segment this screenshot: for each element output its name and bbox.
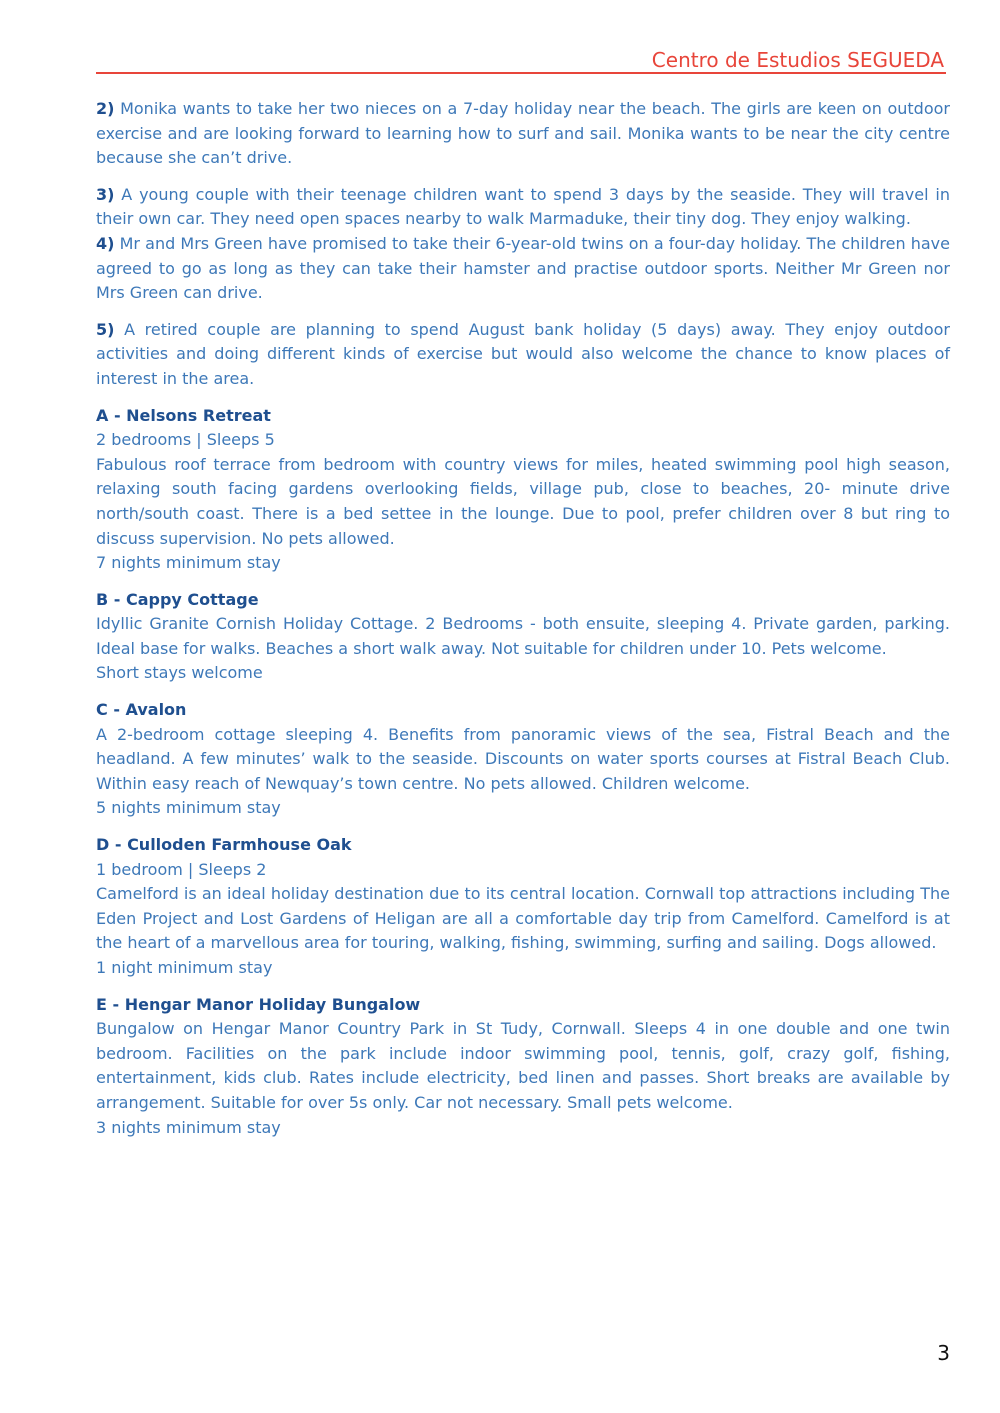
page-content (96, 97, 950, 1140)
listing-stay: 1 night minimum stay (96, 958, 273, 977)
listing-stay: 3 nights minimum stay (96, 1117, 281, 1137)
client-item (96, 97, 950, 171)
listing-description: A 2-bedroom cottage sleeping 4. Benefits from panoramic views of the sea, Fistral Beach and the headland. A few minutes’ walk to the seaside. Discounts on water sports courses at Fistral Beach Club. Within easy reach of Newquay’s town centre. No pets allowed. Children welcome. (96, 724, 950, 793)
client-number: 2) (96, 99, 115, 118)
listing-description: Fabulous roof terrace from bedroom with country views for miles, heated swimming pool high season, relaxing south facing gardens overlooking fields, village pub, close to beaches, 20- minute drive north/south coast. There is a bed settee in the lounge. Due to pool, prefer children over 8 but ring to discuss supervision. No pets allowed. (96, 454, 950, 548)
client-text: A young couple with their teenage children want to spend 3 days by the seaside. They will travel in their own car. They need open spaces nearby to walk Marmaduke, their tiny dog. They enjoy walking. (96, 184, 950, 229)
header-divider (96, 72, 946, 74)
client-item (96, 318, 950, 392)
listing-stay: Short stays welcome (96, 663, 263, 683)
client-item (96, 232, 950, 306)
listing-heading: D - Culloden Farmhouse Oak (96, 835, 352, 855)
listing-line: 1 bedroom | Sleeps 2 (96, 859, 267, 879)
listing-line: 2 bedrooms | Sleeps 5 (96, 430, 275, 450)
listing-stay: 5 nights minimum stay (96, 798, 281, 818)
client-item (96, 183, 950, 232)
listing-heading: E - Hengar Manor Holiday Bungalow (96, 994, 421, 1014)
listing-stay: 7 nights minimum stay (96, 553, 281, 573)
client-text: A retired couple are planning to spend August bank holiday (5 days) away. They enjoy outdoor activities and doing different kinds of exercise but would also welcome the chance to know places of interest in the area. (96, 319, 950, 388)
client-number: 5) (96, 319, 115, 339)
listing-description: Idyllic Granite Cornish Holiday Cottage. 2 Bedrooms - both ensuite, sleeping 4. Private garden, parking. Ideal base for walks. Beaches a short walk away. Not suitable for children under 10. Pets welcome. (96, 614, 950, 658)
client-number: 3) (96, 184, 115, 204)
listing-description: Bungalow on Hengar Manor Country Park in St Tudy, Cornwall. Sleeps 4 in one double and one twin bedroom. Facilities on the park include indoor swimming pool, tennis, golf, crazy golf, fishing, entertainment, kids club. Rates include electricity, bed linen and passes. Short breaks are available by arrangement. Suitable for over 5s only. Car not necessary. Small pets welcome. (96, 1019, 950, 1112)
listing-heading: B - Cappy Cottage (96, 589, 259, 609)
header-title: Centro de Estudios SEGUEDA (651, 48, 944, 72)
listing-description: Camelford is an ideal holiday destination due to its central location. Cornwall top attractions including The Eden Project and Lost Gardens of Heligan are all a comfortable day trip from Camelford. Camelford is at the heart of a marvellous area for touring, walking, fishing, swimming, surfing and sailing. Dogs allowed. (96, 884, 950, 953)
client-text: Mr and Mrs Green have promised to take their 6-year-old twins on a four-day holiday. The children have agreed to go as long as they can take their hamster and practise outdoor sports. Neither Mr Green nor Mrs Green can drive. (96, 233, 950, 303)
client-text: Monika wants to take her two nieces on a 7-day holiday near the beach. The girls are keen on outdoor exercise and are looking forward to learning how to surf and sail. Monika wants to be near the city centre because she can’t drive. (96, 99, 950, 168)
page-number: 3 (937, 1341, 950, 1365)
listing-heading: A - Nelsons Retreat (96, 405, 271, 425)
client-number: 4) (96, 233, 115, 253)
listing-heading: C - Avalon (96, 700, 187, 720)
